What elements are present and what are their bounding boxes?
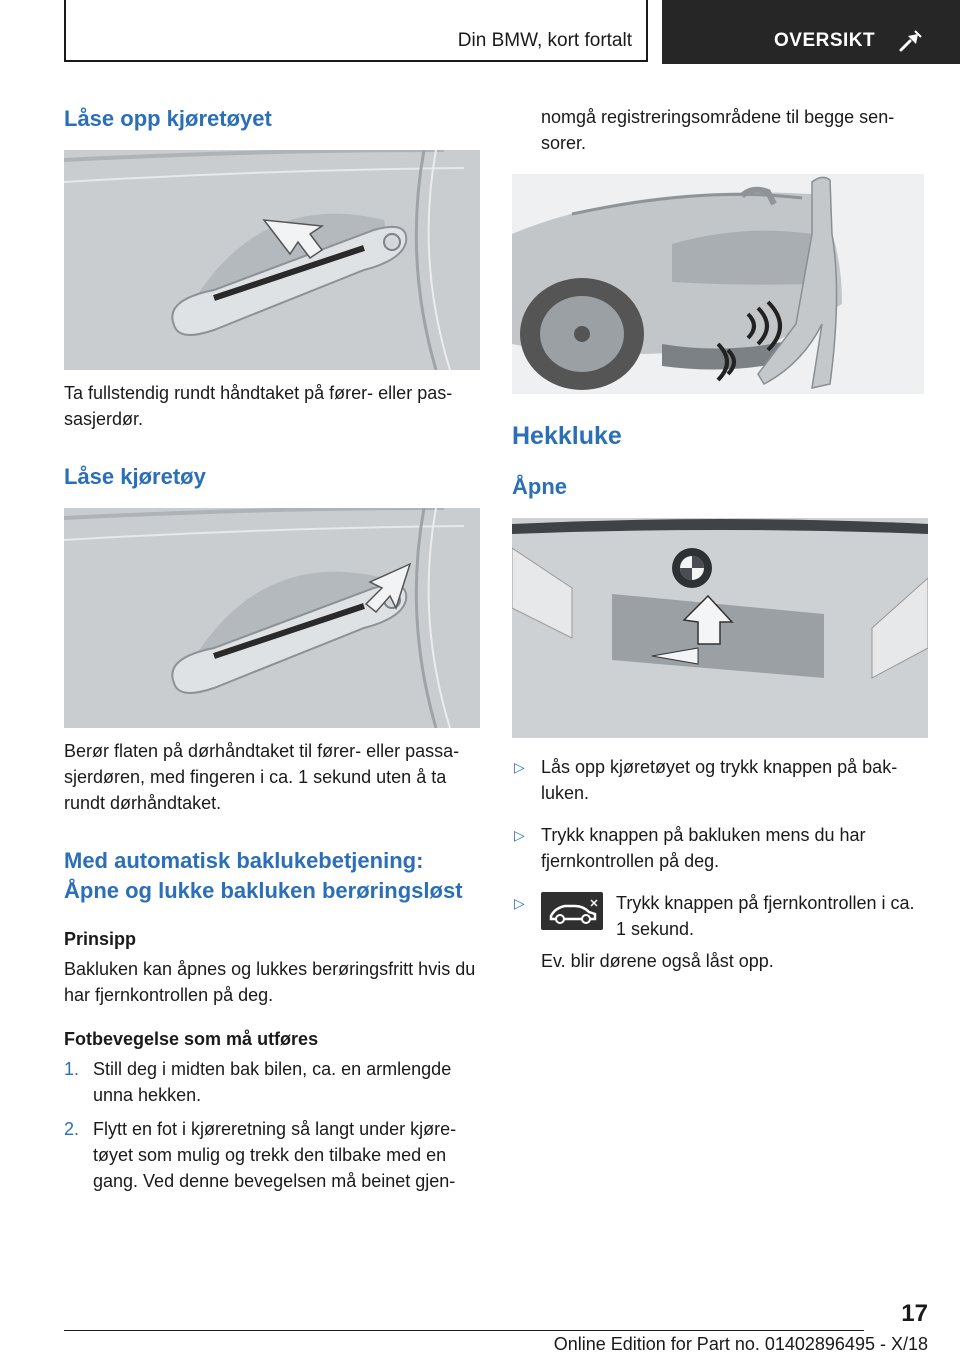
door-handle-lock-image xyxy=(64,508,480,728)
triangle-bullet-icon: ▷ xyxy=(514,827,525,843)
continued-text: nomgå registreringsområdene til begge sen-sorer. xyxy=(541,107,895,153)
page-header xyxy=(0,0,960,66)
list-item xyxy=(512,890,928,942)
principle-heading: Prinsipp xyxy=(64,929,137,949)
auto-tailgate-heading: Med automatisk baklukebetjening: Åpne og lukke bakluken berøringsløst xyxy=(64,848,463,903)
chapter-title: Din BMW, kort fortalt xyxy=(457,30,632,51)
foot-steps-list xyxy=(64,1056,480,1194)
edition-info: Online Edition for Part no. 01402896495 - X/18 xyxy=(553,1334,928,1354)
step-number: 2. xyxy=(64,1119,80,1139)
footer-divider xyxy=(64,1330,864,1331)
bullet-text: Trykk knappen på bakluken mens du har fjernkontrollen på deg. xyxy=(541,825,866,871)
lock-heading: Låse kjøretøy xyxy=(64,464,206,489)
tailgate-heading: Hekkluke xyxy=(512,422,622,450)
foot-sensor-image xyxy=(512,174,924,394)
unlock-heading: Låse opp kjøretøyet xyxy=(64,106,272,131)
triangle-bullet-icon: ▷ xyxy=(514,759,525,775)
list-item xyxy=(64,1116,480,1194)
door-handle-unlock-image xyxy=(64,150,480,370)
car-tailgate-key-icon xyxy=(541,892,603,930)
foot-movement-heading: Fotbevegelse som må utføres xyxy=(64,1029,319,1049)
key-bullet-text: Trykk knappen på fjernkontrollen i ca. 1 sekund. xyxy=(616,893,915,939)
triangle-bullet-icon: ▷ xyxy=(514,895,525,911)
step-text: Still deg i midten bak bilen, ca. en armlengde unna hekken. xyxy=(93,1059,452,1105)
lock-text: Berør flaten på dørhåndtaket til fører- eller passa-sjerdøren, med fingeren i ca. 1 sekund uten å ta rundt dørhåndtaket. xyxy=(64,741,460,813)
door-unlock-note: Ev. blir dørene også låst opp. xyxy=(541,951,774,971)
step-number: 1. xyxy=(64,1059,80,1079)
list-item xyxy=(64,1056,480,1108)
right-column xyxy=(512,98,928,974)
section-title: OVERSIKT xyxy=(774,30,876,51)
list-item xyxy=(512,822,928,874)
unlock-text: Ta fullstendig rundt håndtaket på fører- eller pas-sasjerdør. xyxy=(64,383,453,429)
tailgate-button-image xyxy=(512,518,928,738)
section-tab xyxy=(662,0,960,64)
list-item xyxy=(512,754,928,806)
quick-arrow-icon xyxy=(898,28,924,54)
step-text: Flytt en fot i kjøreretning så langt under kjøre-tøyet som mulig og trekk den tilbake med en gang. Ved denne bevegelsen må beinet gjen- xyxy=(93,1119,457,1191)
page-number: 17 xyxy=(901,1300,928,1327)
open-heading: Åpne xyxy=(512,474,567,499)
left-column xyxy=(64,98,480,1202)
bullet-text: Lås opp kjøretøyet og trykk knappen på bak-luken. xyxy=(541,757,898,803)
principle-text: Bakluken kan åpnes og lukkes berøringsfritt hvis du har fjernkontrollen på deg. xyxy=(64,959,476,1005)
chapter-tab xyxy=(64,0,648,62)
open-steps-list xyxy=(512,754,928,942)
